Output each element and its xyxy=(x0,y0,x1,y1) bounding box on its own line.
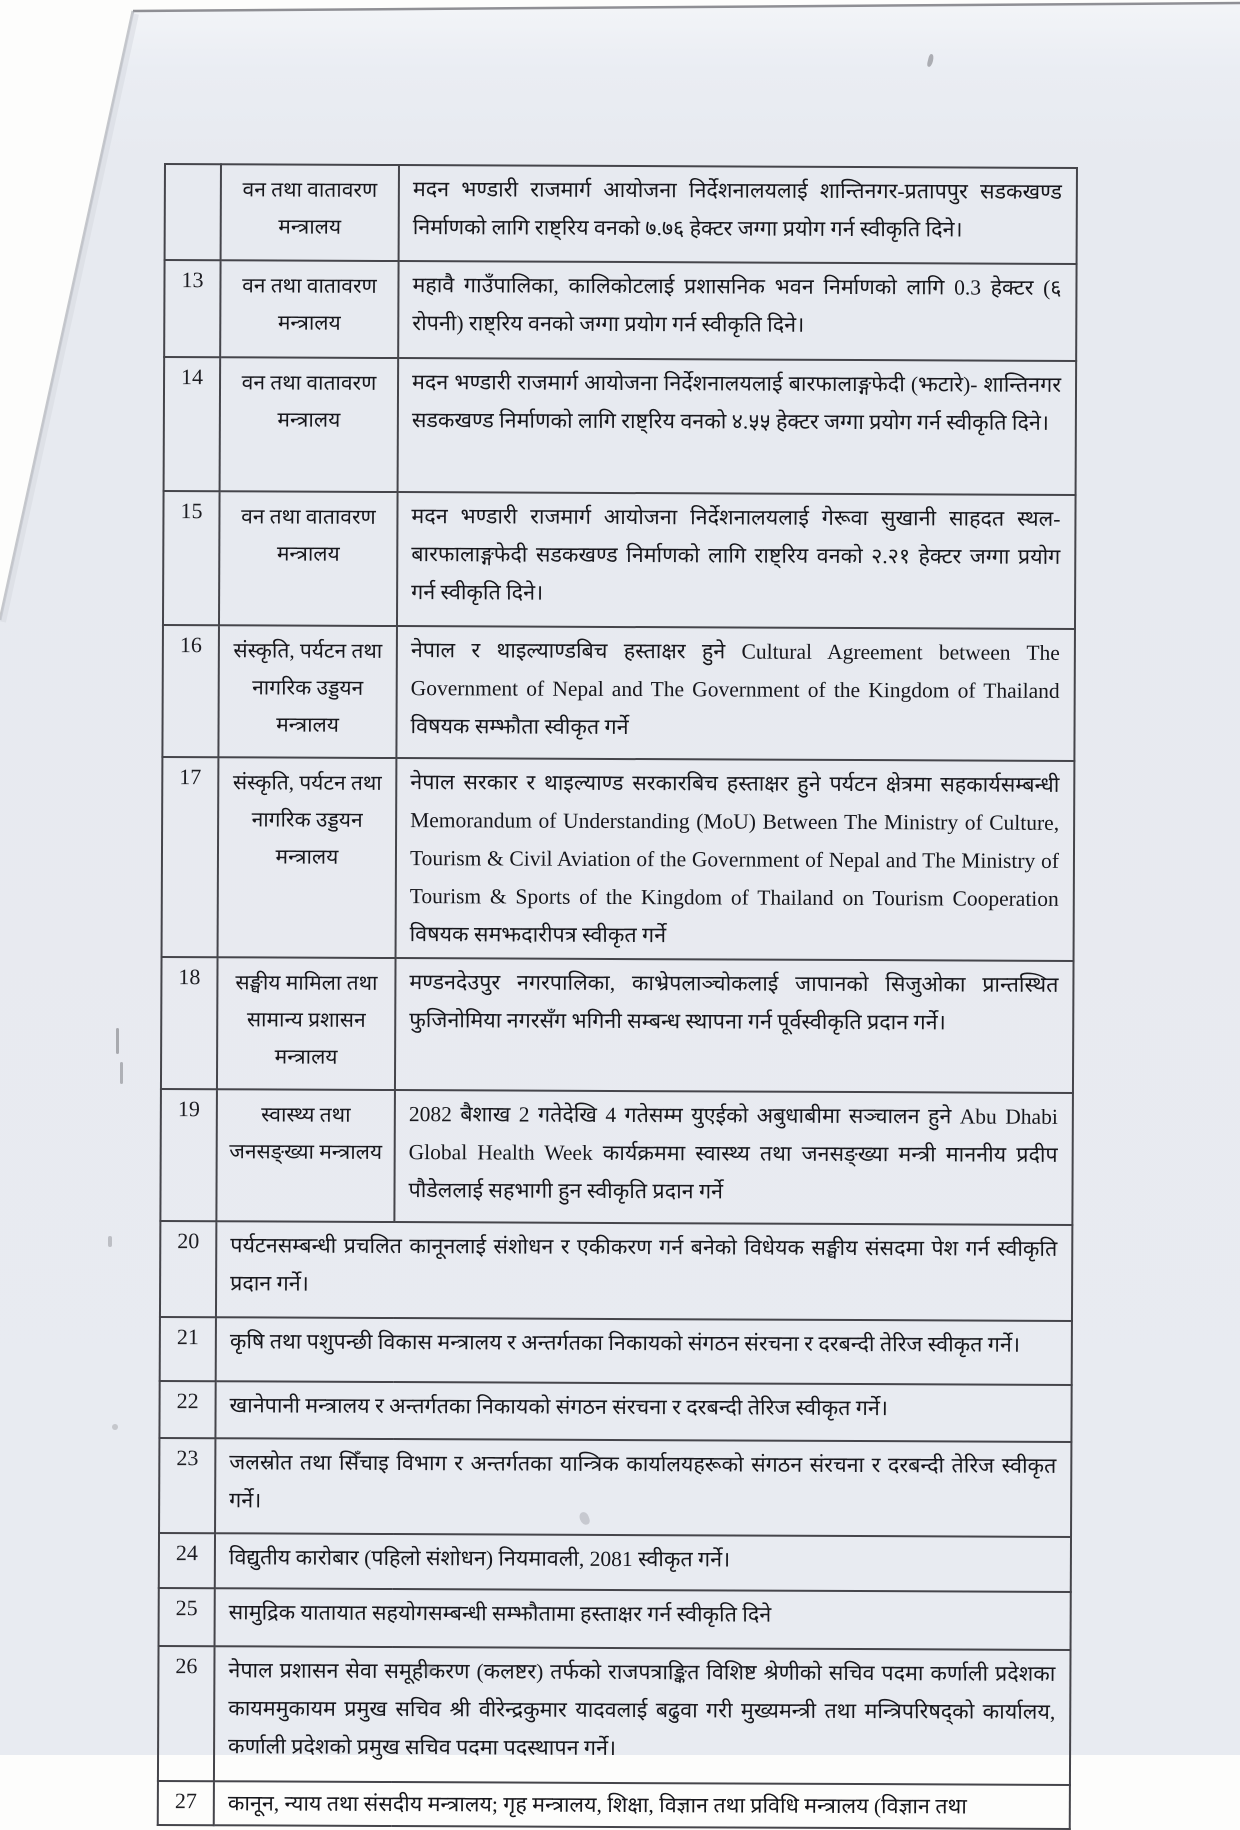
ministry-cell: वन तथा वातावरण मन्त्रालय xyxy=(219,491,398,626)
ministry-cell: वन तथा वातावरण मन्त्रालय xyxy=(220,357,399,492)
decision-cell: मदन भण्डारी राजमार्ग आयोजना निर्देशनालयलाई बारफालाङ्गफेदी (झटारे)- शान्तिनगर सडकखण्ड निर्माणको लागि राष्ट्रिय वनको ४.५५ हेक्टर जग्गा प्रयोग गर्न स्वीकृति दिने। xyxy=(398,358,1077,495)
decision-cell: विद्युतीय कारोबार (पहिलो संशोधन) नियमावली, 2081 स्वीकृत गर्ने। xyxy=(215,1533,1071,1592)
decision-cell: मण्डनदेउपुर नगरपालिका, काभ्रेपलाञ्चोकलाई जापानको सिजुओका प्रान्तस्थित फुजिनोमिया नगरसँग भगिनी सम्बन्ध स्थापना गर्न पूर्वस्वीकृति प्रदान गर्ने। xyxy=(395,958,1074,1093)
table-row xyxy=(159,1533,1071,1592)
table-row xyxy=(159,1438,1071,1537)
row-number-cell: 13 xyxy=(164,260,220,357)
ministry-cell: वन तथा वातावरण मन्त्रालय xyxy=(221,164,399,261)
decision-cell: जलस्रोत तथा सिँचाइ विभाग र अन्तर्गतका यान्त्रिक कार्यालयहरूको संगठन संरचना र दरबन्दी तेरिज स्वीकृत गर्ने। xyxy=(215,1438,1071,1537)
decision-cell: पर्यटनसम्बन्धी प्रचलित कानूनलाई संशोधन र एकीकरण गर्न बनेको विधेयक सङ्घीय संसदमा पेश गर्न स्वीकृति प्रदान गर्ने। xyxy=(216,1221,1072,1321)
decision-cell: नेपाल सरकार र थाइल्याण्ड सरकारबिच हस्ताक्षर हुने पर्यटन क्षेत्रमा सहकार्यसम्बन्धी Memorandum of Understanding (MoU) Between The Ministry of Culture, Tourism & Civil Aviation of the Government of Nepal and The Ministry of Tourism & Sports of the Kingdom of Thailand on Tourism Cooperation विषयक समझदारीपत्र स्वीकृत गर्ने xyxy=(396,758,1075,961)
row-number-cell: 24 xyxy=(159,1533,215,1588)
decisions-table xyxy=(157,163,1078,1830)
decision-cell: 2082 बैशाख 2 गतेदेखि 4 गतेसम्म युएईको अबुधाबीमा सञ्चालन हुने Abu Dhabi Global Health Week कार्यक्रममा स्वास्थ्य तथा जनसङ्ख्या मन्त्री माननीय प्रदीप पौडेललाई सहभागी हुन स्वीकृति प्रदान गर्ने xyxy=(394,1090,1073,1225)
row-number-cell: 20 xyxy=(160,1221,216,1317)
row-number-cell: 21 xyxy=(160,1317,216,1381)
table-row xyxy=(159,1588,1071,1650)
decision-cell: कानून, न्याय तथा संसदीय मन्त्रालय; गृह मन्त्रालय, शिक्षा, विज्ञान तथा प्रविधि मन्त्रालय (विज्ञान तथा xyxy=(214,1781,1070,1829)
row-number-cell: 25 xyxy=(159,1588,215,1646)
decision-cell: नेपाल र थाइल्याण्डबिच हस्ताक्षर हुने Cultural Agreement between The Government of Nepal and The Government of the Kingdom of Thailand विषयक सम्झौता स्वीकृत गर्ने xyxy=(396,626,1075,761)
decision-cell: नेपाल प्रशासन सेवा समूहीकरण (कलष्टर) तर्फको राजपत्राङ्कित विशिष्ट श्रेणीको सचिव पदमा कर्णाली प्रदेशका कायममुकायम प्रमुख सचिव श्री वीरेन्द्रकुमार यादवलाई बढुवा गरी मुख्यमन्त्री तथा मन्त्रिपरिषद्को कार्यालय, कर्णाली प्रदेशको प्रमुख सचिव पदमा पदस्थापन गर्ने। xyxy=(214,1646,1071,1785)
row-number-cell: 16 xyxy=(162,625,219,757)
decision-cell: सामुद्रिक यातायात सहयोगसम्बन्धी सम्झौतामा हस्ताक्षर गर्न स्वीकृति दिने xyxy=(215,1588,1071,1650)
decision-cell: खानेपानी मन्त्रालय र अन्तर्गतका निकायको संगठन संरचना र दरबन्दी तेरिज स्वीकृत गर्ने। xyxy=(215,1381,1071,1442)
ministry-cell: संस्कृति, पर्यटन तथा नागरिक उड्डयन मन्त्रालय xyxy=(218,757,397,958)
row-number-cell xyxy=(165,164,221,260)
table-row xyxy=(162,625,1075,761)
row-number-cell: 23 xyxy=(159,1438,215,1533)
decision-cell: मदन भण्डारी राजमार्ग आयोजना निर्देशनालयलाई गेरूवा सुखानी साहदत स्थल- बारफालाङ्गफेदी सडकखण्ड निर्माणको लागि राष्ट्रिय वनको २.२१ हेक्टर जग्गा प्रयोग गर्न स्वीकृति दिने। xyxy=(397,492,1076,629)
row-number-cell: 19 xyxy=(160,1089,217,1221)
table-row xyxy=(159,1381,1071,1442)
decision-cell: मदन भण्डारी राजमार्ग आयोजना निर्देशनालयलाई शान्तिनगर-प्रतापपुर सडकखण्ड निर्माणको लागि राष्ट्रिय वनको ७.७६ हेक्टर जग्गा प्रयोग गर्न स्वीकृति दिने। xyxy=(399,165,1077,264)
row-number-cell: 22 xyxy=(159,1381,215,1438)
row-number-cell: 26 xyxy=(158,1646,215,1781)
table-row xyxy=(164,357,1077,495)
row-number-cell: 27 xyxy=(158,1781,214,1825)
row-number-cell: 15 xyxy=(163,491,220,625)
table-row xyxy=(162,757,1075,961)
table-row xyxy=(164,260,1076,361)
row-number-cell: 17 xyxy=(162,757,219,957)
decision-cell: महावै गाउँपालिका, कालिकोटलाई प्रशासनिक भवन निर्माणको लागि 0.3 हेक्टर (६ रोपनी) राष्ट्रिय वनको जग्गा प्रयोग गर्न स्वीकृति दिने। xyxy=(398,261,1076,361)
table-row xyxy=(165,164,1077,264)
table-row xyxy=(160,1317,1072,1385)
table-row xyxy=(158,1646,1071,1785)
row-number-cell: 14 xyxy=(164,357,221,491)
table-row xyxy=(163,491,1076,629)
row-number-cell: 18 xyxy=(161,957,218,1089)
ministry-cell: संस्कृति, पर्यटन तथा नागरिक उड्डयन मन्त्रालय xyxy=(218,625,397,758)
table-row xyxy=(158,1781,1070,1829)
table-row xyxy=(161,957,1074,1093)
ministry-cell: सङ्घीय मामिला तथा सामान्य प्रशासन मन्त्रालय xyxy=(217,957,396,1090)
ministry-cell: वन तथा वातावरण मन्त्रालय xyxy=(220,260,398,358)
ministry-cell: स्वास्थ्य तथा जनसङ्ख्या मन्त्रालय xyxy=(216,1089,395,1222)
decision-cell: कृषि तथा पशुपन्छी विकास मन्त्रालय र अन्तर्गतका निकायको संगठन संरचना र दरबन्दी तेरिज स्वीकृत गर्ने। xyxy=(216,1317,1072,1385)
table-row xyxy=(160,1221,1072,1321)
table-row xyxy=(160,1089,1073,1225)
